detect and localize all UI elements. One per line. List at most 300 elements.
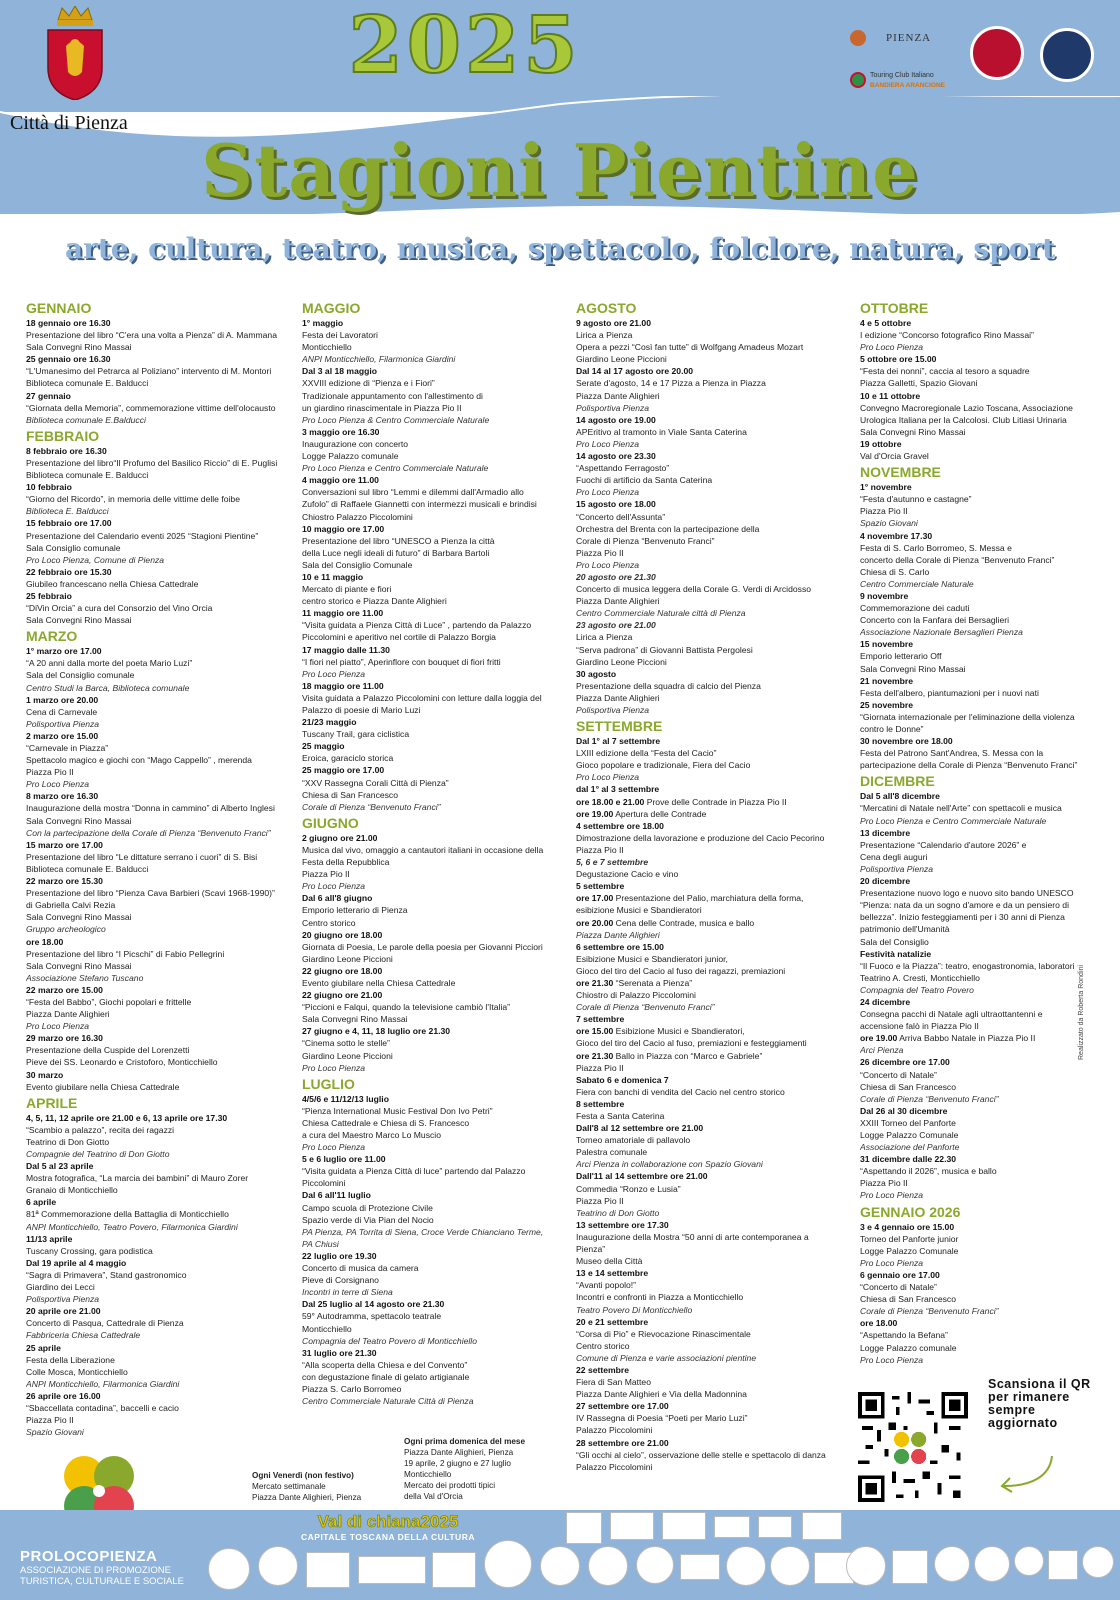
event-organizer: Spazio Giovani (860, 518, 918, 529)
event-date: 29 marzo ore 16.30 (26, 1033, 103, 1044)
event-detail: “Aspettando il 2026”, musica e ballo (860, 1166, 997, 1177)
event-detail: Gioco del tiro del Cacio al fuso dei ragazzi, premiazioni (576, 965, 786, 976)
event-detail: Festa a Santa Caterina (576, 1111, 665, 1121)
event-detail: Palazzo di poesie di Mario Luzi (302, 705, 421, 715)
event-date: Dal 14 al 17 agosto ore 20.00 (576, 366, 694, 377)
event-detail: a cura del Maestro Marco Lo Muscio (302, 1130, 441, 1140)
event-detail: Sala Convegni Rino Massai (26, 342, 132, 353)
event-date: 4 e 5 ottobre (860, 318, 912, 328)
event-detail: Festa della Repubblica (302, 857, 390, 868)
event-detail: Piazza Pio II (576, 1195, 624, 1206)
event-organizer: Polisportiva Pienza (26, 1294, 100, 1305)
year-title: 2025 (348, 0, 582, 91)
event-date: 4, 5, 11, 12 aprile ore 21.00 e 6, 13 aprile ore 17.30 (26, 1112, 228, 1123)
sponsor-logo-banda (636, 1546, 674, 1584)
touring-club-logo (850, 72, 866, 88)
event-date: ore 18.00 (26, 936, 64, 947)
event-organizer: Pro Loco Pienza (302, 1062, 366, 1073)
event-date: 20 e 21 settembre (576, 1316, 649, 1327)
event-detail: “Sagra di Primavera”, Stand gastronomico (26, 1269, 187, 1280)
event-time-line (576, 808, 846, 820)
event-detail: Festa del Patrono Sant'Andrea, S. Messa con la (860, 748, 1044, 759)
event-time: ore 20.00 (576, 917, 614, 928)
event-detail: Visita guidata a Palazzo Piccolomini con letture dalla loggia del (302, 692, 542, 703)
event-time: ore 21.30 (576, 1050, 614, 1061)
event-detail: Piazza Dante Alighieri (576, 390, 660, 401)
event-organizer: Gruppo archeologico (26, 924, 106, 935)
event-detail: Biblioteca comunale E. Balducci (26, 470, 149, 481)
sponsor-logo-ora (846, 1546, 886, 1586)
month-heading: MARZO (26, 628, 78, 645)
month-heading: GENNAIO 2026 (860, 1203, 961, 1220)
valdichiana-sub: CAPITALE TOSCANA DELLA CULTURA (301, 1532, 475, 1542)
event-time-line (860, 1032, 1100, 1044)
event-detail: bellezza”. Inizio festeggiamenti per i 30 anni di Pienza (860, 912, 1065, 923)
event-date: 1 marzo ore 20.00 (26, 694, 99, 705)
event-date: 13 e 14 settembre (576, 1268, 649, 1279)
pienza-crest-icon (44, 6, 106, 100)
event-date: 1° novembre (860, 482, 912, 493)
sponsor-logo-comune (770, 1546, 810, 1586)
event-detail: Concerto con la Fanfara dei Bersaglieri (860, 615, 1010, 626)
event-date: 8 febbraio ore 16.30 (26, 445, 107, 456)
event-time-line (576, 796, 846, 808)
event-detail: “Festa dei nonni”, caccia al tesoro a squadre (860, 366, 1030, 377)
event-date: 18 maggio ore 11.00 (302, 680, 384, 691)
event-detail: “Serva padrona” di Giovanni Battista Pergolesi (576, 644, 753, 655)
event-date: 22 settembre (576, 1364, 630, 1375)
month-heading: GIUGNO (302, 814, 359, 831)
sponsor-logo-anpi (680, 1554, 720, 1580)
event-detail: Piazza Pio II (26, 1415, 74, 1426)
event-detail: “Festa del Babbo”, Giochi popolari e frittelle (26, 996, 192, 1007)
sponsor-logo-top-6 (802, 1512, 842, 1540)
event-detail: partecipazione della Corale di Pienza “Benvenuto Franci” (860, 760, 1078, 771)
event-date: 5, 6 e 7 settembre (576, 857, 649, 868)
event-detail: Presentazione della squadra di calcio del Pienza (576, 680, 761, 691)
event-date: 8 marzo ore 16.30 (26, 791, 99, 802)
event-organizer: Pro Loco Pienza & Centro Commerciale Naturale (302, 414, 490, 425)
event-detail: Giubileo francescano nella Chiesa Cattedrale (26, 578, 199, 589)
event-organizer: Compagnia del Teatro Povero (860, 984, 974, 995)
event-detail: Sala Convegni Rino Massai (302, 1014, 408, 1025)
event-time-line (576, 977, 846, 989)
event-detail: Monticchiello (302, 1323, 352, 1334)
pienza-small-logo (850, 30, 866, 46)
proloco-name: PROLOCOPIENZA (20, 1548, 158, 1565)
event-detail: Inaugurazione della Mostra “50 anni di arte contemporanea a (576, 1231, 809, 1242)
event-date: 11/13 aprile (26, 1233, 73, 1244)
event-detail: “Concerto dell'Assunta” (576, 511, 666, 522)
event-organizer: Piazza Dante Alighieri (576, 929, 660, 940)
event-date: 15 novembre (860, 639, 914, 650)
event-organizer: Corale di Pienza “Benvenuto Franci” (576, 1002, 715, 1013)
event-organizer: ANPI Monticchiello, Filarmonica Giardini (302, 354, 456, 365)
event-date: 19 ottobre (860, 438, 902, 449)
event-detail: Presentazione del libro“Il Profumo del Basilico Riccio” di E. Puglisi (26, 457, 278, 468)
sponsor-logo-top-3 (662, 1512, 706, 1540)
event-detail: Piazza Pio II (26, 767, 74, 778)
event-detail: di Gabriella Calvi Rezia (26, 900, 116, 911)
event-detail: Piazza Dante Alighieri e Via della Madonnina (576, 1389, 747, 1400)
event-detail: Opera a pezzi “Così fan tutte” di Wolfgang Amadeus Mozart (576, 342, 804, 353)
event-date: 30 marzo (26, 1069, 64, 1080)
event-detail: Festa dei Lavoratori (302, 330, 378, 341)
event-time: ore 18.00 e 21.00 (576, 796, 645, 807)
event-date: ore 18.00 (860, 1318, 898, 1329)
event-organizer: Polisportiva Pienza (860, 863, 934, 874)
sponsor-logo-polisportiva (892, 1550, 928, 1584)
event-date: 1° marzo ore 17.00 (26, 646, 102, 657)
sponsor-logo-associazione (358, 1556, 426, 1584)
event-detail: Presentazione del libro “UNESCO a Pienza la città (302, 535, 495, 546)
event-organizer: Associazione Nazionale Bersaglieri Pienza (860, 627, 1023, 638)
note-venerdi-l1: Mercato settimanale (252, 1482, 326, 1491)
month-heading: GENNAIO (26, 300, 92, 316)
event-detail: Lirica a Pienza (576, 330, 633, 341)
event-organizer: Corale di Pienza “Benvenuto Franci” (860, 1306, 999, 1317)
event-organizer: PA Pienza, PA Torrita di Siena, Croce Verde Chianciano Terme, (302, 1226, 544, 1237)
event-date: 5 settembre (576, 881, 625, 892)
event-detail: Presentazione della Cuspide del Lorenzetti (26, 1045, 190, 1056)
event-detail: XXVIII edizione di “Pienza e i Fiori” (302, 378, 435, 389)
event-date: 22 febbraio ore 15.30 (26, 566, 112, 577)
sponsor-logo-volley (1014, 1546, 1044, 1576)
event-detail: Esibizione Musici e Sbandieratori, (613, 1026, 745, 1037)
event-time: ore 21.30 (576, 977, 614, 988)
event-detail: Sala Convegni Rino Massai (26, 615, 132, 626)
event-detail: Sala Consiglio comunale (26, 542, 121, 553)
event-organizer: Polisportiva Pienza (576, 402, 650, 413)
note-domenica (404, 1436, 554, 1502)
event-detail: Centro storico (302, 917, 356, 928)
event-detail: Sala del Consiglio comunale (26, 670, 135, 681)
event-date: 8 settembre (576, 1098, 625, 1109)
event-detail: Gioco del tiro del Cacio al fuso, premiazioni e festeggiamenti (576, 1038, 807, 1049)
event-detail: Cena delle Contrade, musica e ballo (613, 917, 755, 928)
event-organizer: Arci Pienza (860, 1045, 904, 1056)
sponsor-logo-chiesa (726, 1546, 766, 1586)
event-date: 6 settembre ore 15.00 (576, 941, 664, 952)
event-detail: Fiera con banchi di vendita del Cacio nel centro storico (576, 1086, 785, 1097)
event-detail: Inaugurazione con concerto (302, 438, 409, 449)
event-date: 3 maggio ore 16.30 (302, 426, 380, 437)
event-date: 25 novembre (860, 699, 914, 710)
event-detail: Cena degli auguri (860, 851, 928, 862)
event-detail: Sala del Consiglio (860, 936, 929, 947)
event-detail: “Cinema sotto le stelle” (302, 1038, 390, 1049)
event-detail: Tuscany Trail, gara ciclistica (302, 729, 410, 740)
event-detail: “Aspettando Ferragosto” (576, 463, 670, 474)
event-date: Dall'11 al 14 settembre ore 21.00 (576, 1171, 708, 1182)
event-detail: Giardino Leone Piccioni (302, 953, 393, 964)
event-organizer: Compagnie del Teatrino di Don Giotto (26, 1149, 170, 1159)
event-detail: “Aspettando la Befana” (860, 1330, 948, 1341)
month-heading: AGOSTO (576, 300, 637, 316)
event-organizer: Polisportiva Pienza (26, 718, 100, 729)
event-detail: Gioco popolare e tradizionale, Fiera del Cacio (576, 760, 751, 771)
event-detail: centro storico e Piazza Dante Alighieri (302, 596, 447, 607)
event-date: 6 aprile (26, 1197, 57, 1208)
event-detail: Piazza Pio II (860, 1178, 908, 1189)
event-detail: Esibizione Musici e Sbandieratori junior, (576, 953, 728, 964)
partner-logos-top (850, 22, 1110, 102)
event-date: 22 marzo ore 15.00 (26, 984, 103, 995)
event-organizer: Pro Loco Pienza (302, 1142, 366, 1153)
event-detail: Chiesa di S. Carlo (860, 566, 930, 577)
event-organizer: ANPI Monticchiello, Teatro Povero, Filarmonica Giardini (26, 1221, 238, 1232)
event-detail: Eroica, garaciclo storica (302, 753, 394, 764)
event-detail: Concerto di musica leggera della Corale G. Verdi di Arcidosso (576, 584, 812, 595)
event-detail: Logge Palazzo comunale (302, 451, 399, 462)
event-detail: XXIII Torneo del Panforte (860, 1117, 956, 1128)
month-heading: DICEMBRE (860, 773, 935, 790)
event-date: 6 gennaio ore 17.00 (860, 1269, 940, 1280)
event-detail: Concerto di musica da camera (302, 1263, 419, 1274)
event-detail: Dimostrazione della lavorazione e produzione del Cacio Pecorino (576, 832, 825, 843)
event-detail: “Giornata della Memoria”, commemorazione vittime dell'olocausto (26, 402, 276, 413)
event-organizer: Pro Loco Pienza e Centro Commerciale Naturale (302, 463, 489, 474)
event-detail: Piccolomini (302, 1178, 346, 1189)
event-date: 27 giugno e 4, 11, 18 luglio ore 21.30 (302, 1026, 451, 1037)
event-time: ore 15.00 (576, 1026, 614, 1037)
event-date: 15 marzo ore 17.00 (26, 839, 103, 850)
event-detail: Prove delle Contrade in Piazza Pio II (644, 796, 787, 807)
event-date: Festività natalizie (860, 948, 932, 959)
event-organizer: Pro Loco Pienza (860, 342, 924, 353)
event-detail: Monticchiello (302, 342, 352, 353)
month-heading: LUGLIO (302, 1075, 355, 1092)
event-detail: IV Rassegna di Poesia “Poeti per Mario Luzi” (576, 1413, 748, 1424)
event-organizer: Biblioteca comunale E.Balducci (26, 414, 146, 425)
event-detail: Granaio di Monticchiello (26, 1185, 118, 1196)
valdichiana-title: Val di chiana2025 (317, 1512, 459, 1531)
event-detail: Val d'Orcia Gravel (860, 451, 929, 462)
event-date: 11 maggio ore 11.00 (302, 608, 384, 619)
event-time-line (576, 917, 846, 929)
sponsor-logo-pa (1082, 1546, 1114, 1578)
event-detail: LXIII edizione della “Festa del Cacio” (576, 748, 717, 759)
note-venerdi (252, 1470, 382, 1503)
event-organizer: Fabbriceria Chiesa Cattedrale (26, 1330, 141, 1341)
event-date: 24 dicembre (860, 996, 911, 1007)
event-detail: “Pienza International Music Festival Don Ivo Petri” (302, 1105, 493, 1116)
event-detail: “Festa d'autunno e castagne” (860, 494, 972, 505)
event-date: 3 e 4 gennaio ore 15.00 (860, 1221, 955, 1232)
event-detail: Spazio verde di Via Pian del Nocio (302, 1214, 434, 1225)
event-detail: Biblioteca comunale E. Balducci (26, 378, 149, 389)
month-heading: NOVEMBRE (860, 464, 941, 481)
event-date: 26 aprile ore 16.00 (26, 1390, 101, 1401)
event-detail: 59° Autodramma, spettacolo teatrale (302, 1311, 442, 1322)
event-detail: Sala Convegni Rino Massai (860, 663, 966, 674)
event-detail: Piazza Pio II (576, 547, 624, 558)
event-detail: Giardino dei Lecci (26, 1282, 95, 1293)
event-date: 4 maggio ore 11.00 (302, 475, 379, 486)
event-detail: Presentazione del Palio, marchiatura della forma, (613, 893, 804, 904)
event-date: 20 agosto ore 21.30 (576, 571, 656, 582)
event-detail: Piazza Pio II (576, 1062, 624, 1073)
event-detail: “Giorno del Ricordo”, in memoria delle vittime delle foibe (26, 494, 240, 505)
event-detail: Logge Palazzo Comunale (860, 1245, 959, 1256)
event-detail: Centro storico (576, 1340, 630, 1351)
associazione-logo-red (970, 26, 1024, 80)
event-date: 21/23 maggio (302, 717, 357, 728)
event-time-line (576, 892, 846, 904)
event-detail: Musica dal vivo, omaggio a cantautori italiani in occasione della (302, 844, 544, 855)
event-organizer: Biblioteca E. Balducci (26, 506, 109, 517)
event-detail: Tuscany Crossing, gara podistica (26, 1245, 153, 1256)
event-organizer: ANPI Monticchiello, Filarmonica Giardini (26, 1378, 180, 1389)
event-organizer: Corale di Pienza “Benvenuto Franci” (860, 1093, 999, 1104)
event-detail: Chiostro di Palazzo Piccolomini (576, 990, 696, 1001)
column-3 (576, 298, 846, 1473)
event-detail: Evento giubilare nella Chiesa Cattedrale (302, 977, 456, 988)
event-date: 14 agosto ore 19.00 (576, 414, 656, 425)
event-detail: Logge Palazzo Comunale (860, 1130, 959, 1140)
event-organizer: Centro Commerciale Naturale (860, 578, 974, 589)
note-domenica-l5: della Val d'Orcia (404, 1492, 463, 1501)
event-date: 17 maggio dalle 11.30 (302, 644, 390, 655)
event-date: 25 maggio (302, 741, 345, 752)
event-date: 15 agosto ore 18.00 (576, 499, 656, 510)
event-time-line (576, 1025, 846, 1037)
event-detail: “Carnevale in Piazza” (26, 743, 109, 753)
event-organizer: Con la partecipazione della Corale di Pienza “Benvenuto Franci” (26, 827, 271, 838)
event-detail: Ballo in Piazza con “Marco e Gabriele” (613, 1050, 763, 1061)
event-detail: Mostra fotografica, “La marcia dei bambini” di Mauro Zorer (26, 1173, 249, 1184)
touring-club-label: Touring Club Italiano (870, 72, 934, 79)
event-organizer: Incontri in terre di Siena (302, 1287, 393, 1298)
event-date: 26 dicembre ore 17.00 (860, 1057, 950, 1068)
credit-text: Realizzato da Roberta Rondini (1078, 965, 1085, 1060)
event-detail: Consegna pacchi di Natale agli ultraottantenni e (860, 1009, 1043, 1020)
event-detail: Giardino Leone Piccioni (576, 354, 667, 365)
event-detail: Zufolo” di Raffaele Giannetti con intermezzi musicali e brindisi (302, 499, 537, 510)
event-detail: “Avanti popolo!” (576, 1280, 637, 1291)
month-heading: SETTEMBRE (576, 718, 663, 735)
event-detail: Chiesa di San Francesco (302, 789, 399, 800)
sponsor-logo-fp (432, 1552, 476, 1588)
column-1 (26, 298, 296, 1438)
valdichiana-block (298, 1512, 478, 1542)
event-detail: Presentazione del libro “Pienza Cava Barbieri (Scavi 1968-1990)” (26, 888, 275, 899)
sponsor-logo-top-1 (566, 1512, 602, 1544)
event-date: 21 novembre (860, 675, 914, 686)
event-date: Dall'8 al 12 settembre ore 21.00 (576, 1123, 704, 1134)
event-detail: Giornata di Poesia, Le parole della poesia per Giovanni Picciori (302, 941, 543, 952)
event-detail: Commemorazione dei caduti (860, 603, 970, 614)
note-venerdi-title: Ogni Venerdì (non festivo) (252, 1471, 354, 1480)
event-detail: “Il Fuoco e la Piazza”: teatro, enogastronomia, laboratori (860, 960, 1075, 971)
event-detail: Chiesa di San Francesco (860, 1081, 957, 1092)
event-detail: Piazza Galletti, Spazio Giovani (860, 378, 978, 389)
event-date: 25 maggio ore 17.00 (302, 765, 385, 776)
event-detail: Fiera di San Matteo (576, 1377, 651, 1388)
note-domenica-title: Ogni prima domenica del mese (404, 1437, 526, 1446)
event-date: Dal 3 al 18 maggio (302, 366, 377, 377)
event-detail: Palestra comunale (576, 1147, 648, 1158)
event-date: Dal 6 all'11 luglio (302, 1190, 371, 1201)
event-date: 4 novembre 17.30 (860, 530, 933, 541)
event-organizer: Pro Loco Pienza (576, 438, 640, 449)
event-date: Dal 25 luglio al 14 agosto ore 21.30 (302, 1299, 445, 1310)
event-organizer: Pro Loco Pienza, Comune di Pienza (26, 554, 165, 565)
sponsor-logo-top-5 (758, 1516, 792, 1538)
event-detail: Festa dell'albero, piantumazioni per i nuovi nati (860, 687, 1039, 698)
sponsor-logo-sgp (208, 1548, 250, 1590)
event-date: 9 agosto ore 21.00 (576, 318, 651, 328)
sponsor-logo-labarca (306, 1552, 350, 1588)
event-date: Dal 6 all'8 giugno (302, 893, 373, 904)
event-organizer: Pro Loco Pienza e Centro Commerciale Naturale (860, 815, 1047, 826)
event-detail: “I fiori nel piatto”, Aperinflore con bouquet di fiori fritti (302, 656, 501, 667)
event-organizer: Centro Studi la Barca, Biblioteca comunale (26, 682, 190, 693)
proloco-block (20, 1548, 184, 1587)
event-date: 30 agosto (576, 668, 617, 679)
event-detail: Teatrino A. Cresti, Monticchiello (860, 972, 980, 983)
event-date: Dal 5 all'8 dicembre (860, 791, 940, 802)
event-organizer: Associazione Stefano Tuscano (26, 972, 144, 983)
event-detail: della Luce negli ideali di futuro” di Barbara Bartoli (302, 547, 490, 558)
event-detail: “Visita guidata a Pienza Città di Luce” , partendo da Palazzo (302, 620, 532, 631)
event-detail: Urologica Italiana per la Calcolosi. Club Litiasi Urinaria (860, 414, 1067, 425)
event-detail: Piazza Dante Alighieri (26, 1009, 110, 1020)
event-detail: “Piccioni e Falqui, quando la televisione cambiò l'Italia” (302, 1002, 510, 1013)
event-organizer: Pro Loco Pienza (302, 668, 366, 679)
event-detail: Piccolomini e aperitivo nel cortile di Palazzo Borgia (302, 632, 496, 643)
event-detail: Piazza Dante Alighieri (576, 692, 660, 703)
event-detail: “Serenata a Pienza” (613, 977, 693, 988)
event-detail: Campo scuola di Protezione Civile (302, 1202, 433, 1213)
event-date: 10 e 11 ottobre (860, 390, 921, 401)
event-date: 13 settembre ore 17.30 (576, 1219, 669, 1230)
event-detail: “XXV Rassegna Corali Città di Pienza” (302, 777, 449, 788)
event-detail: Torneo del Panforte junior (860, 1233, 959, 1244)
qr-code-icon[interactable] (858, 1392, 968, 1502)
event-date: 15 febbraio ore 17.00 (26, 518, 112, 529)
event-detail: Tradizionale appuntamento con l'allestimento di (302, 390, 483, 401)
event-detail: Degustazione Cacio e vino (576, 869, 679, 880)
event-detail: concerto della Corale di Pienza “Benvenuto Franci” (860, 554, 1055, 565)
event-organizer: Arci Pienza in collaborazione con Spazio Giovani (576, 1159, 763, 1170)
proloco-desc-1: ASSOCIAZIONE DI PROMOZIONE (20, 1565, 171, 1576)
month-heading: OTTOBRE (860, 300, 929, 316)
event-detail: Piazza Pio II (576, 844, 624, 855)
event-detail: “Alla scoperta della Chiesa e del Convento” (302, 1359, 468, 1370)
event-detail: Fuochi di artificio da Santa Caterina (576, 475, 713, 486)
event-date: 22 marzo ore 15.30 (26, 876, 103, 887)
event-detail: “DiVin Orcia” a cura del Consorzio del Vino Orcia (26, 603, 213, 614)
event-organizer: Comune di Pienza e varie associazioni pientine (576, 1352, 757, 1363)
event-date: 7 settembre (576, 1014, 625, 1025)
event-date: 18 gennaio ore 16.30 (26, 318, 111, 328)
event-detail: Pienza” (576, 1244, 606, 1255)
event-organizer: Centro Commerciale Naturale città di Pienza (576, 608, 746, 619)
event-organizer: Spazio Giovani (26, 1427, 84, 1438)
event-time: ore 19.00 (860, 1033, 898, 1044)
event-detail: Presentazione del libro “Le dittature serrano i cuori” di S. Bisi (26, 851, 258, 862)
column-2 (302, 298, 572, 1407)
event-time: ore 19.00 (576, 808, 614, 819)
event-detail: Piazza S. Carlo Borromeo (302, 1383, 402, 1394)
event-detail: Biblioteca comunale E. Balducci (26, 863, 149, 874)
event-date: 31 luglio ore 21.30 (302, 1347, 377, 1358)
event-organizer: Teatro Povero Di Monticchiello (576, 1304, 693, 1315)
event-organizer: Centro Commerciale Naturale Città di Pienza (302, 1396, 474, 1407)
event-detail: con degustazione finale di gelato artigianale (302, 1371, 470, 1382)
sponsor-logo-top-2 (610, 1512, 654, 1540)
